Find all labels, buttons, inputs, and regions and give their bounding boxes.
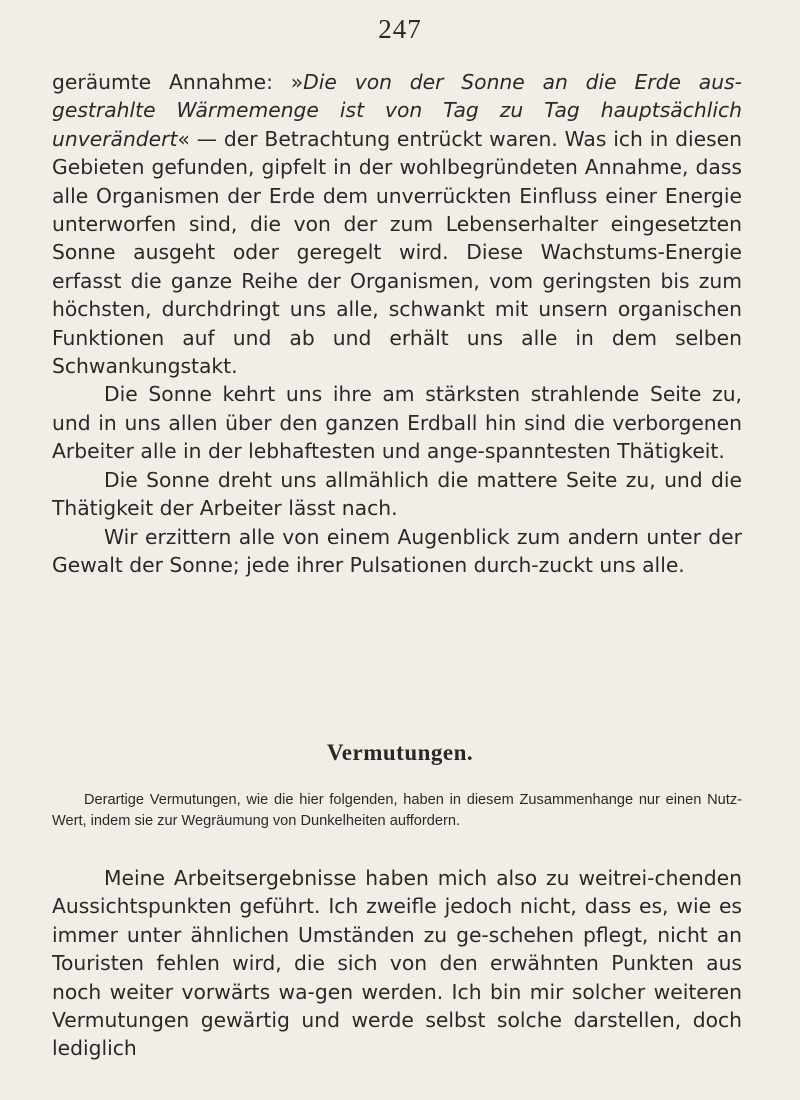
section-note: [52, 790, 742, 832]
section-heading: Vermutungen.: [326, 740, 474, 765]
paragraph-1: [52, 68, 742, 380]
main-text-bottom: [52, 864, 742, 1063]
paragraph-1-quote: Die von der Sonne an die Erde aus-gestrahlte Wärmemenge ist von Tag zu Tag hauptsächlich unverändert: [52, 70, 742, 151]
paragraph-3: Die Sonne dreht uns allmählich die mattere Seite zu, und die Thätigkeit der Arbeiter lässt nach.: [52, 467, 742, 521]
paragraph-2: Die Sonne kehrt uns ihre am stärksten strahlende Seite zu, und in uns allen über den ganzen Erdball hin sind die verborgenen Arbeiter alle in der lebhaftesten und ange-spanntesten Thätigkeit.: [52, 382, 742, 464]
paragraph-1-tail: « — der Betrachtung entrückt waren. Was ich in diesen Gebieten gefunden, gipfelt in der wohlbegründeten Annahme, dass alle Organismen der Erde dem unverrückten Einfluss einer Energie unterworfen sind, die von der zum Lebenserhalter eingesetzten Sonne ausgeht oder geregelt wird. Diese Wachstums-Energie erfasst die ganze Reihe der Organismen, vom geringsten bis zum höchsten, durchdringt uns alle, schwankt mit unsern organischen Funktionen auf und ab und erhält uns alle in dem selben Schwankungstakt.: [52, 126, 742, 379]
paragraph-4: Wir erzittern alle von einem Augenblick zum andern unter der Gewalt der Sonne; jede ihrer Pulsationen durch-zuckt uns alle.: [52, 524, 742, 577]
page-number: 247: [378, 14, 422, 44]
main-text-top: [52, 68, 742, 579]
note-text: Derartige Vermutungen, wie die hier folgenden, haben in diesem Zusammenhange nur einen Nutz-Wert, indem sie zur Wegräumung von Dunkelheiten auffordern.: [52, 792, 742, 829]
paragraph-1-lead: geräumte Annahme: »: [52, 70, 304, 94]
paragraph-5: Meine Arbeitsergebnisse haben mich also zu weitrei-chenden Aussichtspunkten geführt. Ich zweifle jedoch nicht, dass es, wie es immer unter ähnlichen Umständen zu ge-schehen pflegt, nicht an Touristen fehlen wird, die sich von den erwähnten Punkten aus noch weiter vorwärts wa-gen werden. Ich bin mir solcher weiteren Vermutungen gewärtig und werde selbst solche darstellen, doch lediglich: [52, 866, 742, 1061]
